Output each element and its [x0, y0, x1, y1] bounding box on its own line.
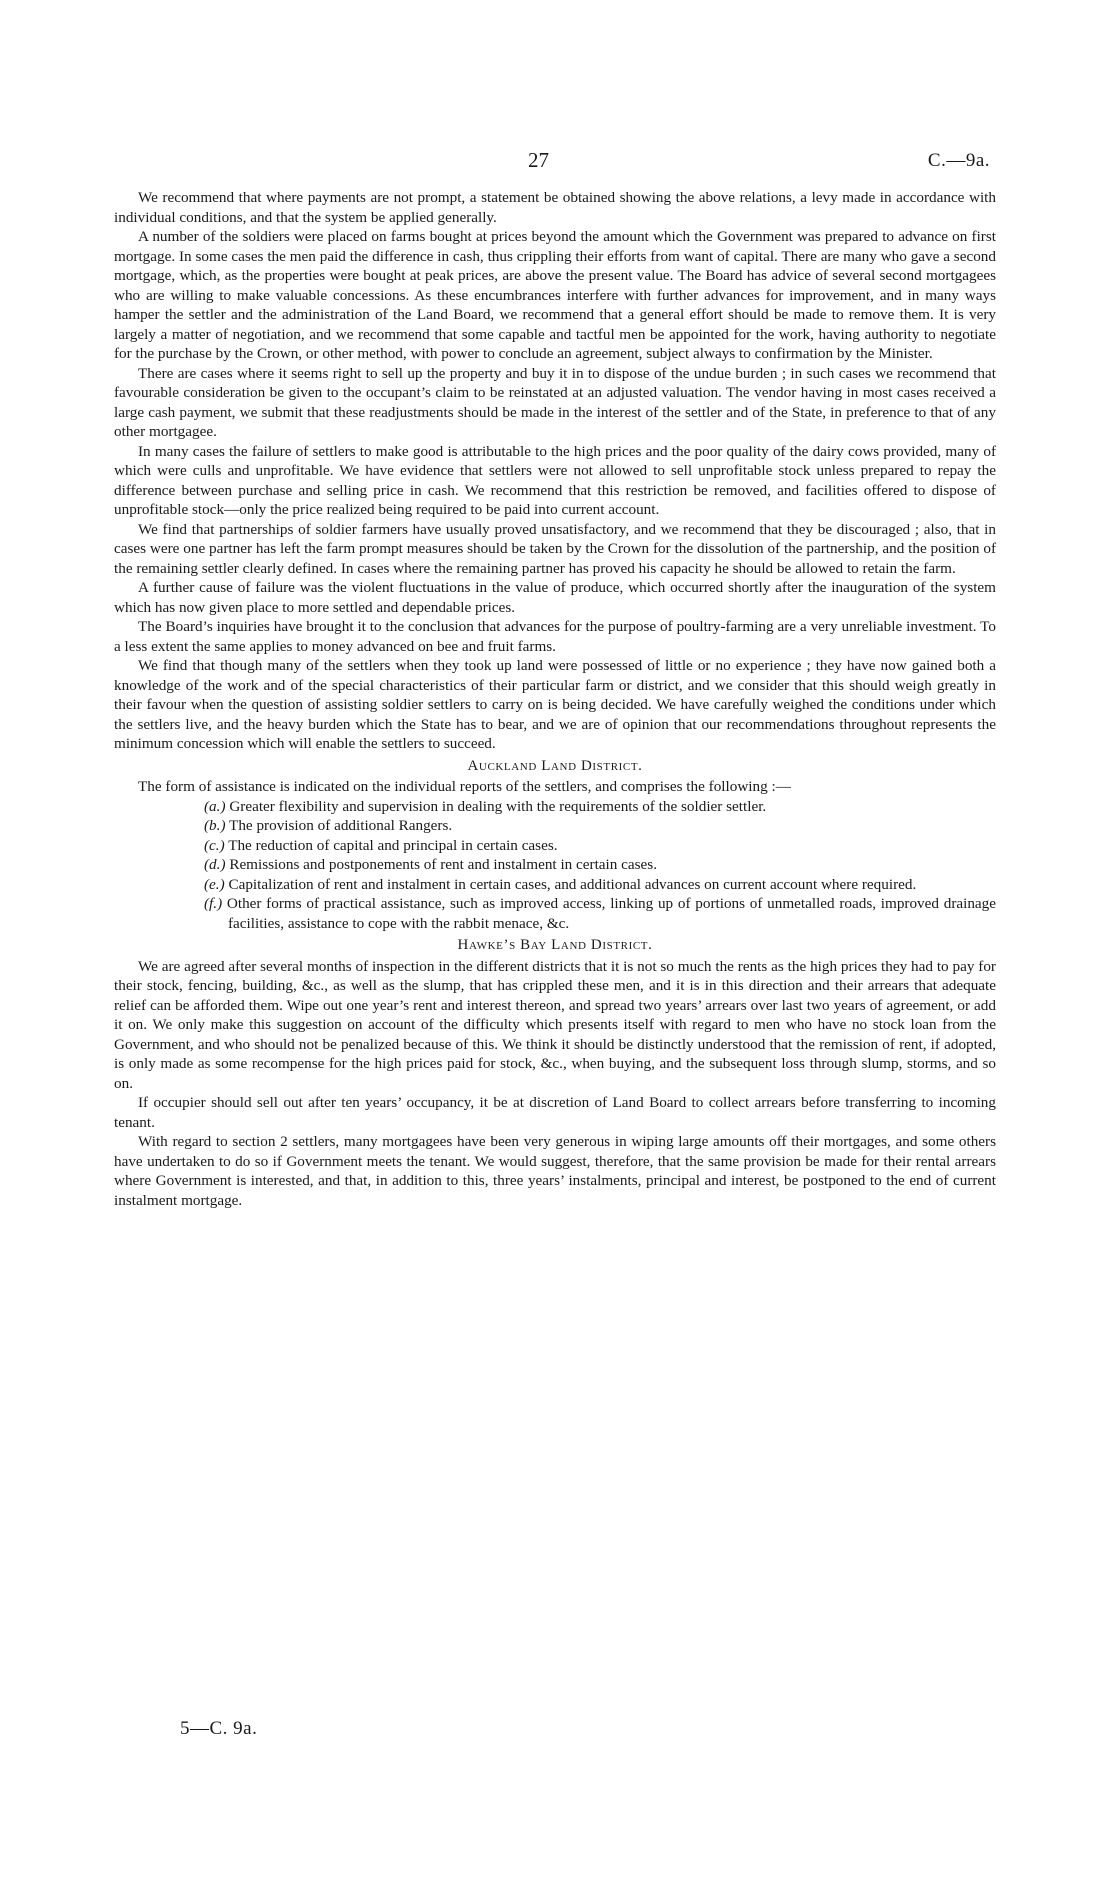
- paragraph: There are cases where it seems right to sell up the property and buy it in to dispose of the undue burden ; in such cases we recommend that favourable consideration be given to the occupant’s claim to be reinstated at an adjusted valuation. The vendor having in most cases received a large cash payment, we submit that these readjustments should be made in the interest of the settler and of the State, in preference to that of any other mortgagee.: [114, 364, 996, 440]
- document-body: [114, 188, 996, 1210]
- list-item-text: The provision of additional Rangers.: [229, 817, 453, 834]
- list-item-text: Remissions and postponements of rent and instalment in certain cases.: [229, 856, 658, 873]
- auckland-section-heading: Auckland Land District.: [467, 757, 643, 774]
- paragraph: We find that though many of the settlers when they took up land were possessed of little or no experience ; they have now gained both a knowledge of the work and of the special characteristics of their particular farm or district, and we consider that this should weigh greatly in their favour when the question of assisting soldier settlers to carry on is being decided. We have carefully weighed the conditions under which the settlers live, and the heavy burden which the State has to bear, and we are of opinion that our recommendations throughout represents the minimum concession which will enable the settlers to succeed.: [114, 657, 996, 752]
- list-item-text: The reduction of capital and principal in certain cases.: [228, 836, 558, 854]
- paragraph: The Board’s inquiries have brought it to the conclusion that advances for the purpose of poultry-farming are a very unreliable investment. To a less extent the same applies to money advanced on bee and fruit farms.: [114, 618, 996, 655]
- paragraph: If occupier should sell out after ten years’ occupancy, it be at discretion of Land Board to collect arrears before transferring to incoming tenant.: [114, 1094, 996, 1131]
- hawkes-bay-section-heading: Hawke’s Bay Land District.: [457, 937, 653, 953]
- assistance-list: [114, 797, 996, 934]
- list-item: [114, 816, 996, 836]
- paragraph: With regard to section 2 settlers, many mortgagees have been very generous in wiping large amounts off their mortgages, and some others have undertaken to do so if Government meets the tenant. We would suggest, therefore, that the same provision be made for their rental arrears where Government is interested, and that, in addition to this, three years’ instalments, principal and interest, be postponed to the end of current instalment mortgage.: [114, 1133, 996, 1209]
- paragraph: A further cause of failure was the violent fluctuations in the value of produce, which occurred shortly after the inauguration of the system which has now given place to more settled and dependable prices.: [114, 579, 996, 616]
- list-item-text: Greater flexibility and supervision in dealing with the requirements of the soldier settler.: [229, 797, 767, 815]
- signature-reference: 5—C. 9a.: [180, 1718, 258, 1739]
- list-item: [114, 797, 996, 817]
- list-item-label: (b.): [204, 817, 226, 834]
- list-item-text: Capitalization of rent and instalment in certain cases, and additional advances on current account where required.: [228, 875, 917, 893]
- list-item-label: (d.): [204, 856, 226, 873]
- paragraph: A number of the soldiers were placed on farms bought at prices beyond the amount which the Government was prepared to advance on first mortgage. In some cases the men paid the difference in cash, thus crippling their efforts from want of capital. There are many who gave a second mortgage, which, as the properties were bought at peak prices, are above the present value. The Board has advice of several second mortgagees who are willing to make valuable concessions. As these encumbrances interfere with further advances for improvement, and in many ways hamper the settler and the administration of the Land Board, we recommend that a general effort should be made to remove them. It is very largely a matter of negotiation, and we recommend that some capable and tactful men be appointed for the work, having authority to negotiate for the purchase by the Crown, or other method, with power to conclude an agreement, subject always to confirmation by the Minister.: [114, 228, 996, 362]
- list-item-text: Other forms of practical assistance, such as improved access, linking up of portions of unmetalled roads, improved drainage facilities, assistance to cope with the rabbit menace, &c.: [226, 895, 997, 932]
- list-item: [114, 855, 996, 875]
- auckland-intro: The form of assistance is indicated on the individual reports of the settlers, and comprises the following :—: [138, 778, 791, 795]
- list-item-label: (e.): [204, 875, 225, 893]
- list-item: [114, 894, 996, 933]
- page-number: 27: [528, 148, 549, 172]
- list-item: [114, 836, 996, 856]
- paragraph: We find that partnerships of soldier farmers have usually proved unsatisfactory, and we recommend that they be discouraged ; also, that in cases were one partner has left the farm prompt measures should be taken by the Crown for the dissolution of the partnership, and the position of the remaining settler clearly defined. In cases where the remaining partner has proved his capacity he should be allowed to retain the farm.: [114, 520, 996, 577]
- list-item-label: (a.): [204, 797, 226, 815]
- paper-reference: C.—9a.: [927, 150, 990, 171]
- paragraph: In many cases the failure of settlers to make good is attributable to the high prices and the poor quality of the dairy cows provided, many of which were culls and unprofitable. We have evidence that settlers were not allowed to sell unprofitable stock unless prepared to repay the difference between purchase and selling price in cash. We recommend that this restriction be removed, and facilities offered to dispose of unprofitable stock—only the price realized being required to be paid into current account.: [114, 442, 996, 518]
- list-item-label: (c.): [204, 836, 225, 854]
- paragraph: We recommend that where payments are not prompt, a statement be obtained showing the above relations, a levy made in accordance with individual conditions, and that the system be applied generally.: [114, 189, 996, 226]
- paragraph: We are agreed after several months of inspection in the different districts that it is not so much the rents as the high prices they had to pay for their stock, fencing, building, &c., as well as the slump, that has crippled these men, and it is in this direction and their arrears that adequate relief can be afforded them. Wipe out one year’s rent and interest thereon, and spread two years’ arrears over last two years of agreement, or add it on. We only make this suggestion on account of the difficulty which presents itself with regard to men who have no stock loan from the Government, and who should not be penalized because of this. We think it should be distinctly understood that the remission of rent, if adopted, is only made as some recompense for the high prices paid for stock, &c., when buying, and the subsequent loss through slump, storms, and so on.: [114, 957, 996, 1092]
- list-item-label: (f.): [204, 895, 223, 912]
- list-item: [114, 875, 996, 895]
